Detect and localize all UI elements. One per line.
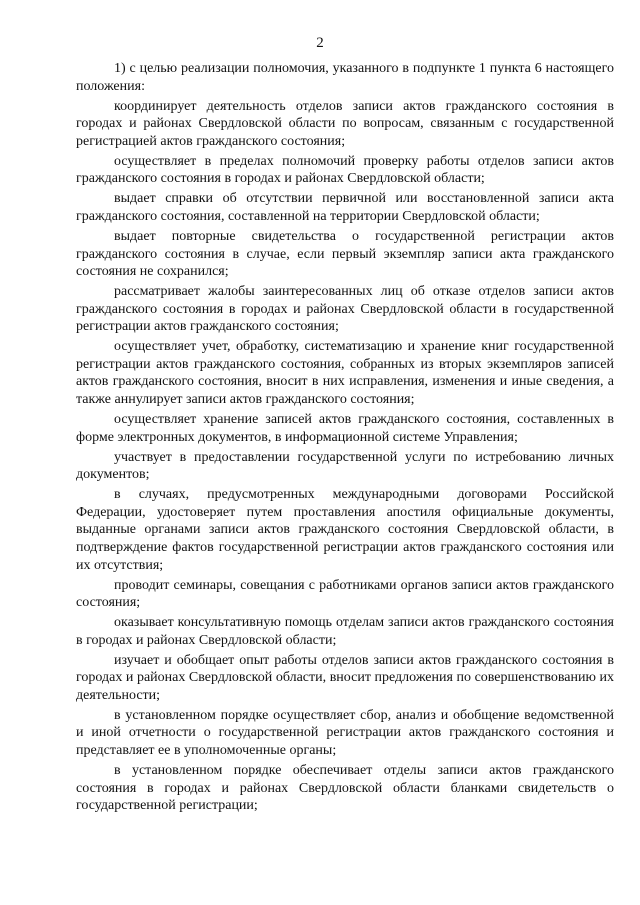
paragraph-complaints: рассматривает жалобы заинтересованных лиц об отказе отделов записи актов гражданского состояния в городах и районах Свердловской области в государственной регистрации актов гражданского состояния;: [76, 284, 614, 335]
paragraph-personal-documents: участвует в предоставлении государственной услуги по истребованию личных документов;: [76, 449, 614, 483]
paragraph-apostille: в случаях, предусмотренных международными договорами Российской Федерации, удостоверяет путем проставления апостиля официальные документы, выданные органами записи актов гражданского состояния Свердловской области, в подтверждение фактов государственной регистрации актов гражданского состояния или их отсутствия;: [76, 487, 614, 573]
paragraph-blank-forms: в установленном порядке обеспечивает отделы записи актов гражданского состояния в городах и районах Свердловской области бланками свидетельств о государственной регистрации;: [76, 763, 614, 814]
paragraph-electronic-storage: осуществляет хранение записей актов гражданского состояния, составленных в форме электронных документов, в информационной системе Управления;: [76, 412, 614, 445]
paragraph-experience: изучает и обобщает опыт работы отделов записи актов гражданского состояния в городах и районах Свердловской области, вносит предложения по совершенствованию их деятельности;: [76, 652, 614, 703]
paragraph-reporting: в установленном порядке осуществляет сбор, анализ и обобщение ведомственной и иной отчетности о государственной регистрации актов гражданского состояния и представляет ее в уполномоченные органы;: [76, 707, 614, 759]
paragraph-seminars: проводит семинары, совещания с работниками органов записи актов гражданского состояния;: [76, 577, 614, 611]
paragraph-certificates-absence: выдает справки об отсутствии первичной или восстановленной записи акта гражданского состояния, составленной на территории Свердловской области;: [76, 191, 614, 224]
paragraph-record-books: осуществляет учет, обработку, систематизацию и хранение книг государственной регистрации актов гражданского состояния, собранных из вторых экземпляров записей актов гражданского состояния, вносит в них исправления, изменения и иные сведения, а также аннулирует записи актов гражданского состояния;: [76, 339, 614, 408]
paragraph-inspection: осуществляет в пределах полномочий проверку работы отделов записи актов гражданского состояния в городах и районах Свердловской области;: [76, 153, 614, 187]
paragraph-consulting: оказывает консультативную помощь отделам записи актов гражданского состояния в городах и районах Свердловской области;: [76, 615, 614, 648]
paragraph-repeat-certificates: выдает повторные свидетельства о государственной регистрации актов гражданского состояния в случае, если первый экземпляр записи акта гражданского состояния не сохранился;: [76, 228, 614, 280]
paragraph-intro: 1) с целью реализации полномочия, указанного в подпункте 1 пункта 6 настоящего положения:: [76, 61, 614, 94]
paragraph-coordination: координирует деятельность отделов записи актов гражданского состояния в городах и районах Свердловской области по вопросам, связанным с государственной регистрацией актов гражданского состояния;: [76, 98, 614, 149]
page-number: 2: [316, 35, 324, 51]
document-body: [76, 60, 614, 817]
